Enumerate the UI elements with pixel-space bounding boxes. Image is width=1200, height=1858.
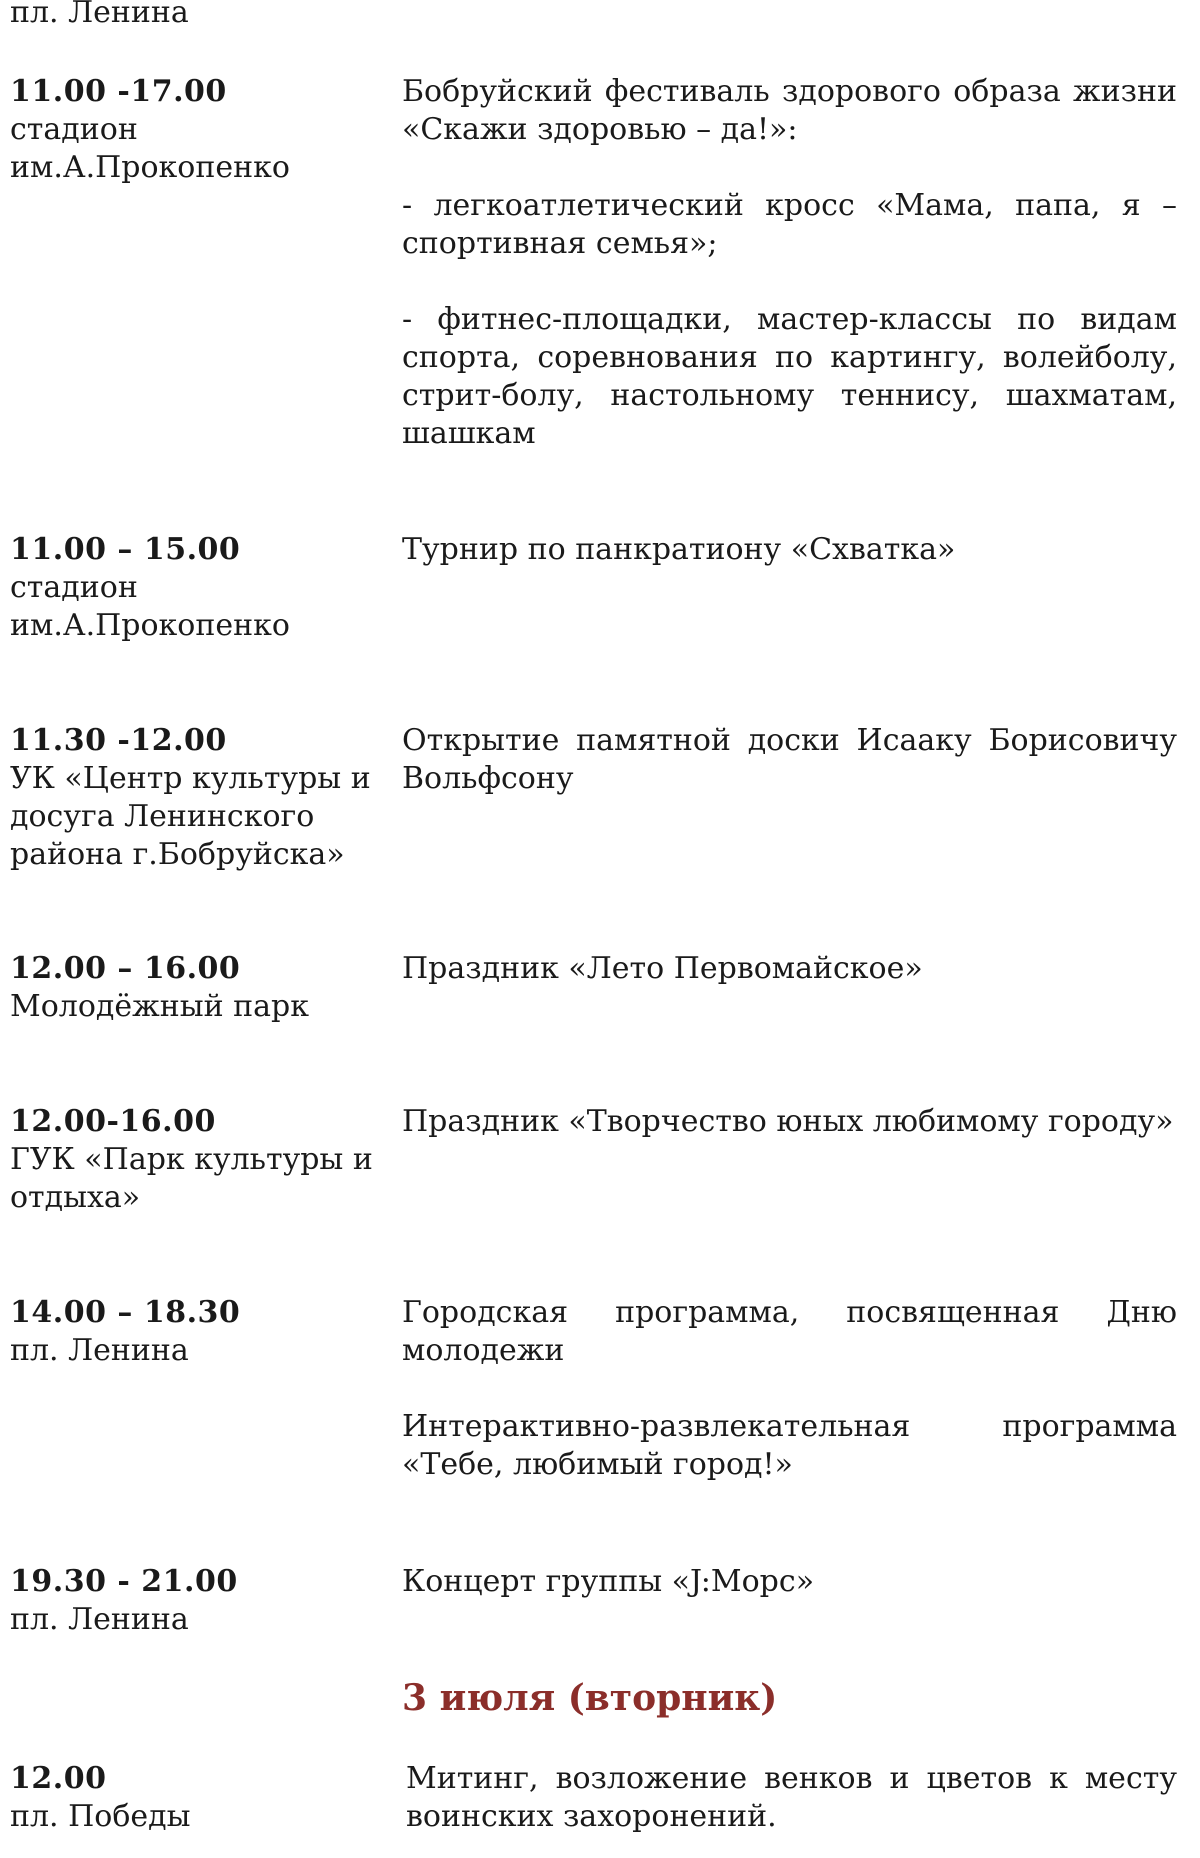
event-time: 12.00 – 16.00	[10, 951, 241, 986]
event-place: пл. Ленина	[10, 1333, 189, 1368]
event-description	[402, 531, 1177, 569]
event-left-column	[10, 1294, 385, 1370]
event-paragraph: Праздник «Лето Первомайское»	[402, 951, 923, 986]
event-place: ГУК «Парк культуры и отдыха»	[10, 1142, 373, 1215]
event-left-column	[10, 722, 385, 874]
event-time: 19.30 - 21.00	[10, 1564, 238, 1599]
event-description	[402, 1563, 1177, 1601]
day-heading: 3 июля (вторник)	[402, 1677, 778, 1719]
event-left-column	[10, 73, 385, 187]
event-left-column	[10, 1563, 385, 1639]
top-place: пл. Ленина	[10, 0, 189, 30]
event-left-column	[10, 531, 385, 645]
event-left-column	[10, 1760, 385, 1836]
event-place: Молодёжный парк	[10, 989, 309, 1024]
event-paragraph: Открытие памятной доски Исааку Борисовичу Вольфсону	[402, 723, 1177, 796]
event-time: 12.00-16.00	[10, 1104, 216, 1139]
event-paragraph: - фитнес-площадки, мастер-классы по видам спорта, соревнования по картингу, волейболу, стрит-болу, настольному теннису, шахматам, шашкам	[402, 302, 1177, 451]
event-place: стадион им.А.Прокопенко	[10, 570, 290, 643]
event-time: 11.30 -12.00	[10, 723, 227, 758]
event-description	[402, 1294, 1177, 1484]
event-paragraph: Митинг, возложение венков и цветов к месту воинских захоронений.	[406, 1761, 1177, 1834]
event-paragraph: Турнир по панкратиону «Схватка»	[402, 532, 956, 567]
event-place: УК «Центр культуры и досуга Ленинского района г.Бобруйска»	[10, 761, 371, 872]
event-left-column	[10, 950, 385, 1026]
event-time: 11.00 -17.00	[10, 74, 227, 109]
event-description	[402, 1103, 1177, 1141]
event-left-column	[10, 1103, 385, 1217]
event-paragraph: Бобруйский фестиваль здорового образа жизни «Скажи здоровью – да!»:	[402, 74, 1177, 147]
event-paragraph: Праздник «Творчество юных любимому городу»	[402, 1104, 1174, 1139]
event-paragraph: Интерактивно-развлекательная программа «Тебе, любимый город!»	[402, 1409, 1177, 1482]
event-time: 12.00	[10, 1761, 107, 1796]
event-time: 11.00 – 15.00	[10, 532, 241, 567]
event-time: 14.00 – 18.30	[10, 1295, 241, 1330]
event-place: пл. Ленина	[10, 1602, 189, 1637]
event-paragraph: - легкоатлетический кросс «Мама, папа, я – спортивная семья»;	[402, 188, 1177, 261]
event-place: стадион им.А.Прокопенко	[10, 112, 290, 185]
event-paragraph: Концерт группы «J:Морс»	[402, 1564, 815, 1599]
event-description	[406, 1760, 1177, 1836]
event-description	[402, 722, 1177, 798]
event-description	[402, 950, 1177, 988]
event-place: пл. Победы	[10, 1799, 191, 1834]
event-description	[402, 73, 1177, 453]
event-paragraph: Городская программа, посвященная Дню молодежи	[402, 1295, 1177, 1368]
